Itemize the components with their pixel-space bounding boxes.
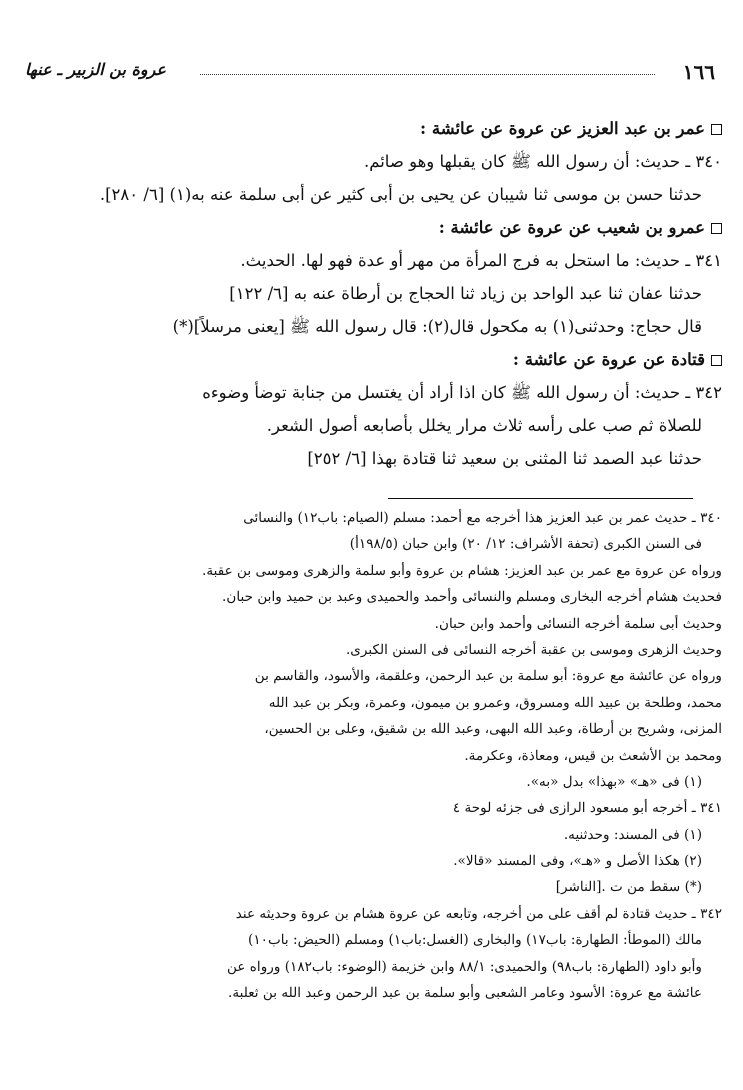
line-text: حدثنا عفان ثنا عبد الواحد بن زياد ثنا الحجاج بن أرطاة عنه به [٦/ ١٢٢]: [229, 284, 702, 303]
footnote-line: [30, 848, 722, 874]
footnote-line: [30, 743, 722, 769]
square-bullet-icon: [711, 124, 722, 135]
footnote-text: عائشة مع عروة: الأسود وعامر الشعبى وأبو سلمة بن عبد الرحمن وعبد الله بن ثعلبة.: [228, 985, 702, 1002]
footnote-line: [30, 584, 722, 610]
footnote-line: [30, 874, 722, 900]
footnote-line: [30, 558, 722, 584]
footnote-text: المزنى، وشريح بن أرطاة، وعبد الله البهى، وعبد الله بن شقيق، وعلى بن الحسين،: [264, 721, 722, 738]
footnote-line: [30, 505, 722, 531]
text-line: [32, 310, 722, 343]
footnote-text: ٣٤٠ ـ حديث عمر بن عبد العزيز هذا أخرجه مع أحمد: مسلم (الصيام: باب١٢) والنسائى: [243, 510, 722, 526]
footnote-text: فى السنن الكبرى (تحفة الأشراف: ١٢/ ٢٠) وابن حبان (١٩٨/٥أ): [349, 536, 702, 553]
footnote-line: [30, 663, 722, 689]
footnote-line: [30, 690, 722, 716]
footnote-line: [30, 822, 722, 848]
text-line: [32, 376, 722, 409]
section-heading: [32, 211, 722, 244]
main-text: [32, 112, 722, 475]
footnote-text: فحديث هشام أخرجه البخارى ومسلم والنسائى وأحمد والحميدى وعبد بن حميد وابن حبان.: [222, 589, 722, 606]
footnote-line: [30, 611, 722, 637]
footnote-text: (١) فى «هـ» «بهذا» بدل «به».: [526, 773, 702, 790]
line-text: ٣٤١ ـ حديث: ما استحل به فرج المرأة من مهر أو عدة فهو لها. الحديث.: [240, 251, 722, 270]
line-text: ٣٤٠ ـ حديث: أن رسول الله ﷺ كان يقبلها وهو صائم.: [363, 152, 722, 171]
line-text: عمرو بن شعيب عن عروة عن عائشة :: [438, 218, 705, 237]
footnote-line: [30, 980, 722, 1006]
line-text: حدثنا عبد الصمد ثنا المثنى بن سعيد ثنا قتادة بهذا [٦/ ٢٥٢]: [307, 449, 702, 468]
page-number: ١٦٦: [682, 60, 715, 84]
line-text: ٣٤٢ ـ حديث: أن رسول الله ﷺ كان اذا أراد أن يغتسل من جنابة توضأ وضوءه: [202, 383, 722, 402]
text-line: [32, 277, 722, 310]
footnote-text: وحديث الزهرى وموسى بن عقبة أخرجه النسائى فى السنن الكبرى.: [345, 641, 722, 658]
square-bullet-icon: [711, 223, 722, 234]
footnote-text: (*) سقط من ت .[الناشر]: [555, 879, 702, 896]
text-line: [32, 409, 722, 442]
page-header: [25, 60, 715, 90]
square-bullet-icon: [711, 355, 722, 366]
text-line: [32, 244, 722, 277]
running-title: عروة بن الزبير ـ عنها: [25, 60, 166, 79]
footnote-line: [30, 637, 722, 663]
footnote-text: وحديث أبى سلمة أخرجه النسائى وأحمد وابن حبان.: [434, 615, 722, 632]
footnote-text: (١) فى المسند: وحدثنيه.: [563, 826, 702, 843]
section-heading: [32, 112, 722, 145]
footnote-text: وأبو داود (الطهارة: باب٩٨) والحميدى: ٨٨/١ وابن خزيمة (الوضوء: باب١٨٢) ورواه عن: [227, 958, 702, 975]
line-text: قال حجاج: وحدثنى(١) به مكحول قال(٢): قال رسول الله ﷺ [يعنى مرسلاً](*): [172, 317, 702, 336]
footnote-line: [30, 795, 722, 821]
footnote-line: [30, 531, 722, 557]
line-text: عمر بن عبد العزيز عن عروة عن عائشة :: [420, 119, 705, 138]
header-dotted-rule: [200, 74, 655, 75]
footnote-divider: [388, 498, 693, 499]
footnotes: [30, 505, 722, 1006]
footnote-line: [30, 954, 722, 980]
footnote-line: [30, 769, 722, 795]
footnote-text: ٣٤٢ ـ حديث قتادة لم أقف على من أخرجه، وتابعه عن عروة هشام بن عروة وحديثه عند: [235, 905, 722, 922]
line-text: قتادة عن عروة عن عائشة :: [512, 350, 705, 369]
footnote-text: مالك (الموطأ: الطهارة: باب١٧) والبخارى (الغسل:باب١) ومسلم (الحيض: باب١٠): [248, 932, 702, 949]
footnote-text: ومحمد بن الأشعث بن قيس، ومعاذة، وعكرمة.: [464, 747, 722, 764]
section-heading: [32, 343, 722, 376]
footnote-text: (٢) هكذا الأصل و «هـ»، وفى المسند «قالا».: [453, 853, 702, 870]
text-line: [32, 145, 722, 178]
footnote-line: [30, 716, 722, 742]
footnote-line: [30, 901, 722, 927]
text-line: [32, 178, 722, 211]
footnote-text: ورواه عن عائشة مع عروة: أبو سلمة بن عبد الرحمن، وعلقمة، والأسود، والقاسم بن: [254, 668, 722, 685]
footnote-text: ٣٤١ ـ أخرجه أبو مسعود الرازى فى جزئه لوحة ٤: [452, 800, 722, 817]
footnote-text: محمد، وطلحة بن عبيد الله ومسروق، وعمرو بن ميمون، وعمرة، وبكر بن عبد الله: [268, 694, 722, 711]
line-text: للصلاة ثم صب على رأسه ثلاث مرار يخلل بأصابعه أصول الشعر.: [266, 416, 702, 435]
footnote-line: [30, 927, 722, 953]
footnote-text: ورواه عن عروة مع عمر بن عبد العزيز: هشام بن عروة وأبو سلمة والزهرى وموسى بن عقبة.: [202, 562, 722, 579]
text-line: [32, 442, 722, 475]
line-text: حدثنا حسن بن موسى ثنا شيبان عن يحيى بن أبى كثير عن أبى سلمة عنه به(١) [٦/ ٢٨٠].: [99, 185, 702, 204]
